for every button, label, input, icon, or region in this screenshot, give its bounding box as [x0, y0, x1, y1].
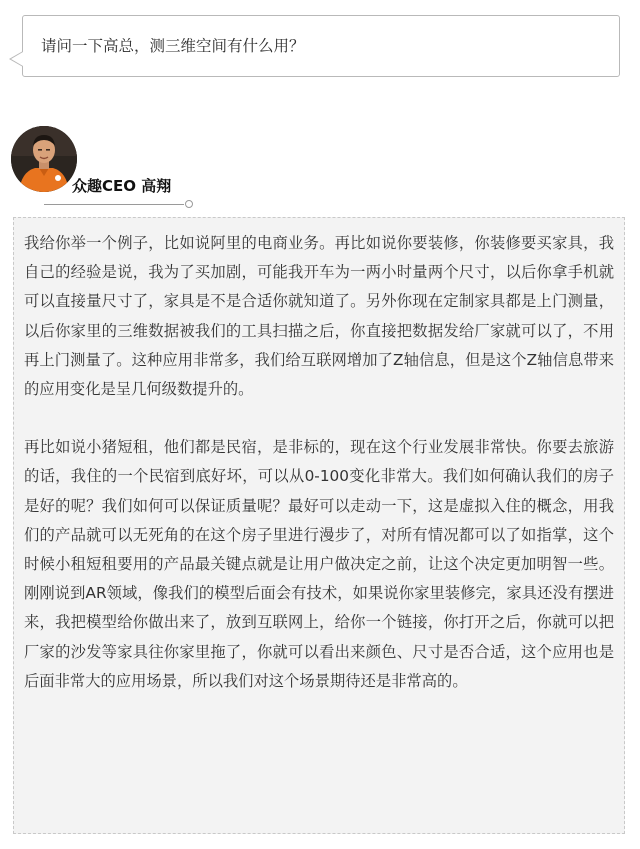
question-text: 请问一下高总，测三维空间有什么用？ [41, 37, 305, 55]
question-bubble-tail-fill [11, 52, 23, 66]
speaker-name: 众趣CEO 高翔 [72, 177, 172, 195]
answer-box [13, 217, 625, 834]
answer-paragraph-2: 再比如说小猪短租，他们都是民宿，是非标的，现在这个行业发展非常快。你要去旅游的话，我住的一个民宿到底好坏，可以从0-100变化非常大。我们如何确认我们的房子是好的呢？我们如何可以保证质量呢？最好可以走动一下，这是虚拟入住的概念，用我们的产品就可以无死角的在这个房子里进行漫步了，对所有情况都可以了如指掌，这个时候小租短租要用的产品最关键点就是让用户做决定之前，让这个决定更加明智一些。刚刚说到AR领域，像我们的模型后面会有技术，如果说你家里装修完，家具还没有摆进来，我把模型给你做出来了，放到互联网上，给你一个链接，你打开之后，你就可以把厂家的沙发等家具往你家里拖了，你就可以看出来颜色、尺寸是否合适，这个应用也是后面非常大的应用场景，所以我们对这个场景期待还是非常高的。 [24, 438, 614, 690]
question-bubble [22, 15, 620, 77]
speaker-underline [44, 204, 184, 205]
answer-paragraph-1: 我给你举一个例子，比如说阿里的电商业务。再比如说你要装修，你装修要买家具，我自己的经验是说，我为了买加剧，可能我开车为一两小时量两个尺寸，以后你拿手机就可以直接量尺寸了，家具是不是合适你就知道了。另外你现在定制家具都是上门测量，以后你家里的三维数据被我们的工具扫描之后，你直接把数据发给厂家就可以了，不用再上门测量了。这种应用非常多，我们给互联网增加了Z轴信息，但是这个Z轴信息带来的应用变化是呈几何级数提升的。 [24, 234, 614, 399]
underline-knob [185, 200, 193, 208]
speaker-portrait [11, 126, 77, 192]
speaker-avatar [11, 126, 77, 192]
